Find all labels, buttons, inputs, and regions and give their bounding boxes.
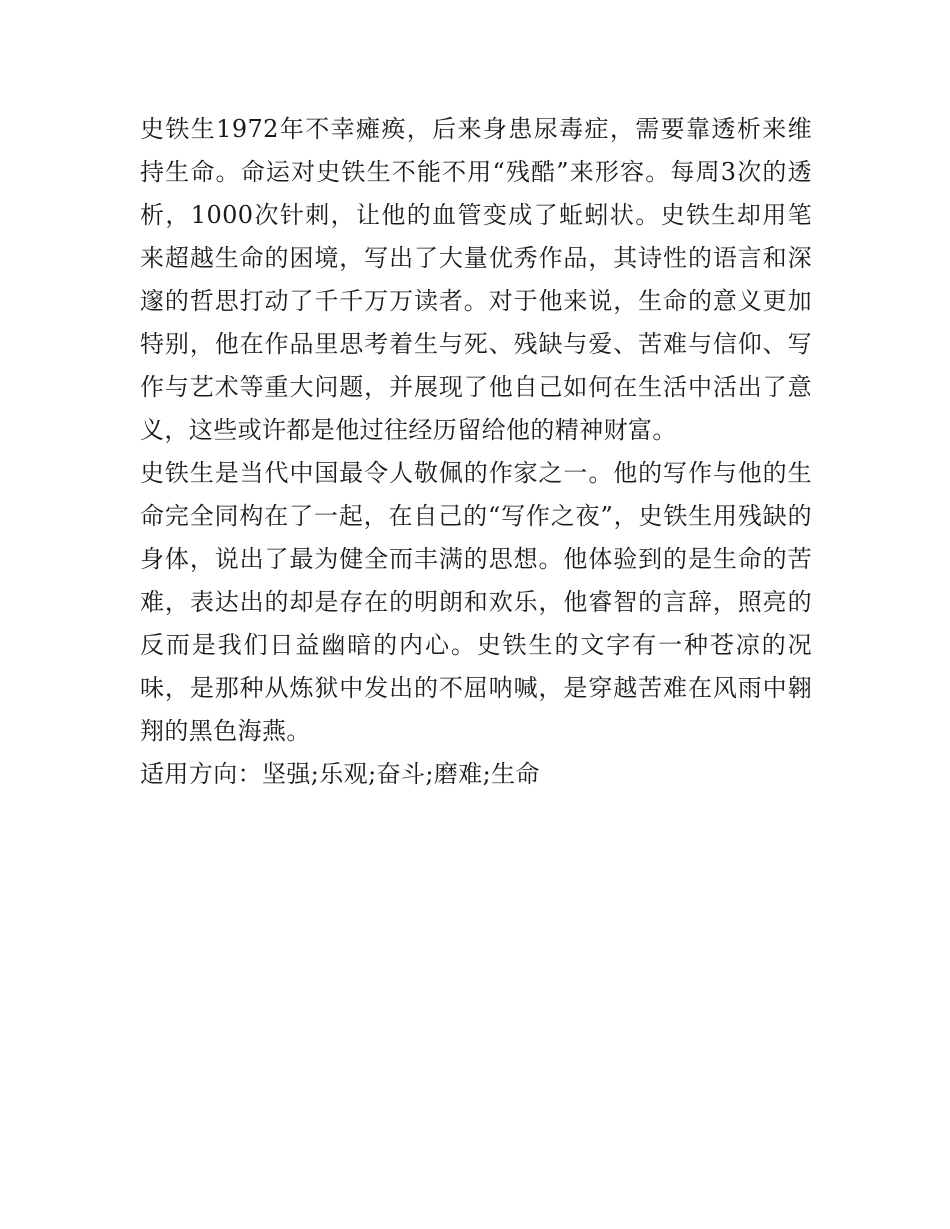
- paragraph-1: 史铁生1972年不幸瘫痪，后来身患尿毒症，需要靠透析来维持生命。命运对史铁生不能不用“残酷”来形容。每周3次的透析，1000次针刺，让他的血管变成了蚯蚓状。史铁生却用笔来超越生命的困境，写出了大量优秀作品，其诗性的语言和深邃的哲思打动了千千万万读者。对于他来说，生命的意义更加特别，他在作品里思考着生与死、残缺与爱、苦难与信仰、写作与艺术等重大问题，并展现了他自己如何在生活中活出了意义，这些或许都是他过往经历留给他的精神财富。: [140, 115, 812, 444]
- applicable-directions: 适用方向：坚强;乐观;奋斗;磨难;生命: [140, 760, 540, 788]
- paragraph-2: 史铁生是当代中国最令人敬佩的作家之一。他的写作与他的生命完全同构在了一起，在自己的“写作之夜”，史铁生用残缺的身体，说出了最为健全而丰满的思想。他体验到的是生命的苦难，表达出的却是存在的明朗和欢乐，他睿智的言辞，照亮的反而是我们日益幽暗的内心。史铁生的文字有一种苍凉的况味，是那种从炼狱中发出的不屈呐喊，是穿越苦难在风雨中翱翔的黑色海燕。: [140, 459, 812, 745]
- document-body: [140, 108, 812, 796]
